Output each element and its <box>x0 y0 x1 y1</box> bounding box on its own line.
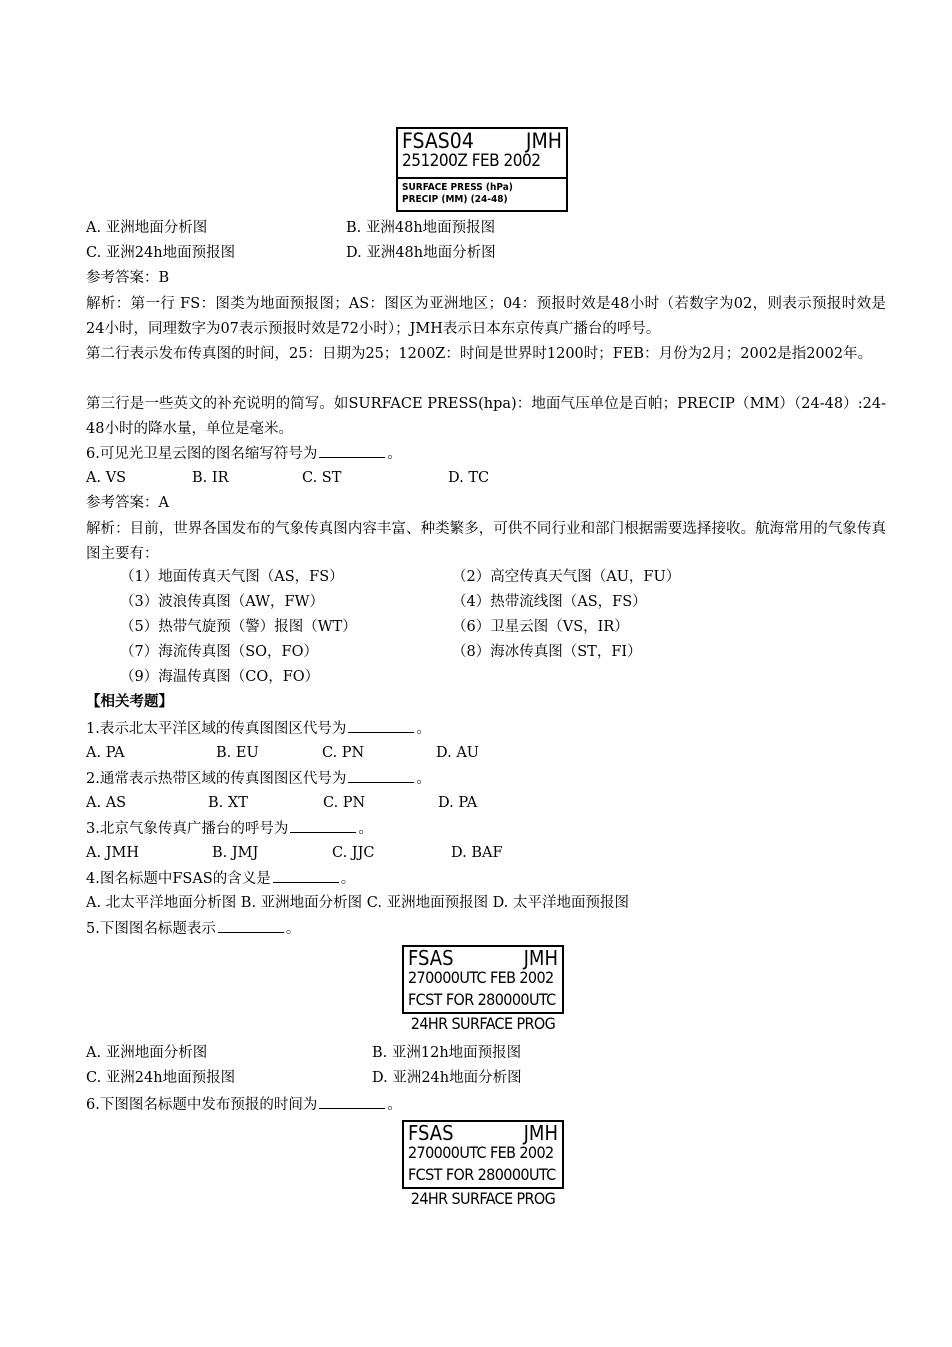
list-item: （8）海冰传真图（ST，FI） <box>452 644 642 660</box>
analysis-paragraph: 解析：第一行 FS：图类为地面预报图；AS：图区为亚洲地区；04：预报时效是48小时（若数字为02，则表示预报时效是24小时，同理数字为07表示预报时效是72小时）；JMH表示日本东京传真广播台的呼号。 <box>86 296 886 337</box>
fax-subtitle-2: PRECIP (MM) (24-48) <box>402 194 508 205</box>
option-c: C. 亚洲24h地面预报图 <box>86 245 236 261</box>
list-item: （6）卫星云图（VS，IR） <box>452 619 629 635</box>
options-line: A. 北太平洋地面分析图 B. 亚洲地面分析图 C. 亚洲地面预报图 D. 太平洋地面预报图 <box>86 895 630 911</box>
option-d: D. AU <box>436 745 480 761</box>
answer-blank <box>218 918 284 933</box>
answer-blank <box>319 1094 385 1109</box>
option-b: B. EU <box>216 745 259 761</box>
fax-forecast-time: FCST FOR 280000UTC <box>408 1165 556 1184</box>
question-1: 1.表示北太平洋区域的传真图图区代号为 。 <box>86 718 431 739</box>
fax-chart-code: FSAS <box>408 1121 454 1145</box>
question-4: 4.图名标题中FSAS的含义是 。 <box>86 868 355 889</box>
fax-station-callsign: JMH <box>523 1121 558 1145</box>
fax-chart-code: FSAS04 <box>402 129 474 153</box>
option-c: C. 亚洲24h地面预报图 <box>86 1070 236 1086</box>
option-a: A. PA <box>86 745 125 761</box>
answer-blank <box>348 768 414 783</box>
option-b: B. 亚洲48h地面预报图 <box>346 220 496 236</box>
fax-chart-title-block-3 <box>402 1120 564 1211</box>
option-d: D. TC <box>448 470 490 486</box>
analysis-paragraph: 第三行是一些英文的补充说明的简写。如SURFACE PRESS(hpa)：地面气压单位是百帕；PRECIP（MM）（24-48）:24-48小时的降水量，单位是毫米。 <box>86 396 886 437</box>
question-3: 3.北京气象传真广播台的呼号为 。 <box>86 818 373 839</box>
fax-subtitle-1: SURFACE PRESS (hPa) <box>402 182 513 193</box>
fax-station-callsign: JMH <box>523 946 558 970</box>
list-item: （4）热带流线图（AS，FS） <box>452 594 647 610</box>
answer-blank <box>273 868 339 883</box>
fax-subtitle: 24HR SURFACE PROG <box>410 1014 556 1033</box>
option-c: C. PN <box>322 745 365 761</box>
list-item: （7）海流传真图（SO，FO） <box>120 644 318 660</box>
option-b: B. JMJ <box>212 845 259 861</box>
list-item: （5）热带气旋预（警）报图（WT） <box>120 619 357 635</box>
option-b: B. 亚洲12h地面预报图 <box>372 1045 522 1061</box>
answer-blank <box>290 818 356 833</box>
reference-answer: 参考答案：B <box>86 270 170 286</box>
fax-chart-title-block-2 <box>402 945 564 1036</box>
list-item: （3）波浪传真图（AW，FW） <box>120 594 324 610</box>
section-heading: 【相关考题】 <box>86 693 173 710</box>
fax-issue-time: 270000UTC FEB 2002 <box>408 1143 554 1162</box>
list-item: （1）地面传真天气图（AS，FS） <box>120 569 344 585</box>
option-a: A. VS <box>86 470 127 486</box>
fax-issue-time: 251200Z FEB 2002 <box>402 151 541 171</box>
analysis-paragraph: 解析：目前，世界各国发布的气象传真图内容丰富、种类繁多，可供不同行业和部门根据需要选择接收。航海常用的气象传真图主要有： <box>86 521 886 562</box>
fax-station-callsign: JMH <box>525 129 562 153</box>
reference-answer: 参考答案：A <box>86 495 169 511</box>
question-5: 5.下图图名标题表示 。 <box>86 918 300 939</box>
question-6: 6.下图图名标题中发布预报的时间为 。 <box>86 1094 402 1115</box>
option-d: D. 亚洲24h地面分析图 <box>372 1070 522 1086</box>
list-item: （2）高空传真天气图（AU，FU） <box>452 569 681 585</box>
option-d: D. PA <box>438 795 478 811</box>
option-c: C. ST <box>302 470 342 486</box>
answer-blank <box>319 443 385 458</box>
option-b: B. XT <box>208 795 248 811</box>
analysis-paragraph: 第二行表示发布传真图的时间，25：日期为25；1200Z：时间是世界时1200时；FEB：月份为2月；2002是指2002年。 <box>86 346 873 362</box>
option-b: B. IR <box>192 470 229 486</box>
fax-chart-title-block-1 <box>396 127 568 212</box>
option-c: C. JJC <box>332 845 375 861</box>
fax-issue-time: 270000UTC FEB 2002 <box>408 968 554 987</box>
fax-forecast-time: FCST FOR 280000UTC <box>408 990 556 1009</box>
question-2: 2.通常表示热带区域的传真图图区代号为 。 <box>86 768 431 789</box>
fax-chart-code: FSAS <box>408 946 454 970</box>
option-a: A. 亚洲地面分析图 <box>86 1045 208 1061</box>
option-c: C. PN <box>323 795 366 811</box>
option-a: A. AS <box>86 795 127 811</box>
option-a: A. JMH <box>86 845 139 861</box>
option-d: D. BAF <box>451 845 503 861</box>
fax-subtitle: 24HR SURFACE PROG <box>410 1189 556 1208</box>
question-6: 6.可见光卫星云图的图名缩写符号为 。 <box>86 443 402 464</box>
answer-blank <box>348 718 414 733</box>
option-d: D. 亚洲48h地面分析图 <box>346 245 496 261</box>
list-item: （9）海温传真图（CO，FO） <box>120 669 320 685</box>
option-a: A. 亚洲地面分析图 <box>86 220 208 236</box>
